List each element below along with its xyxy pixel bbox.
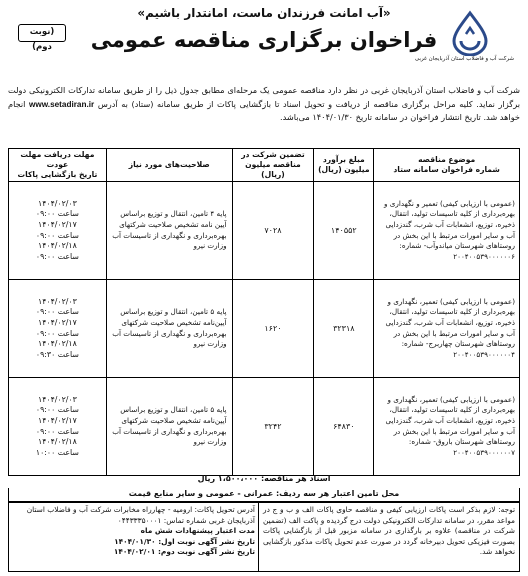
row-qualification: پایه ۵ تامین، انتقال و توزیع براساس آیین‌نامه تشخیص صلاحیت شرکتهای بهره‌برداری و نگهداری از تاسیسات آب وزارت نیرو [106, 280, 232, 378]
deadline-receive-time: ساعت ۰۹:۰۰ [35, 405, 79, 415]
funding-source: محل تامین اعتبار هر سه ردیف: عمرانی - عمومی و سایر منابع قیمت [8, 488, 520, 502]
col-header-subject: موضوع مناقصه شماره فراخوان سامانه ستاد [374, 149, 520, 182]
deadline-return-date: ۱۴۰۴/۰۲/۱۷ [38, 317, 77, 327]
deadline-receive-date: ۱۴۰۴/۰۲/۰۳ [38, 296, 77, 306]
deadline-return-time: ساعت ۰۹:۰۰ [35, 230, 79, 240]
row-guarantee: ۳۲۴۲ [232, 378, 314, 476]
row-deadlines [9, 280, 107, 378]
website-link[interactable]: www.setadiran.ir [29, 99, 95, 109]
page-title: فراخوان برگزاری مناقصه عمومی [90, 28, 438, 52]
deadline-return-time: ساعت ۰۹:۰۰ [35, 328, 79, 338]
deadline-return-date: ۱۴۰۴/۰۲/۱۷ [38, 219, 77, 229]
opening-date: ۱۴۰۴/۰۲/۱۸ [38, 339, 77, 349]
row-estimate: ۳۲۳۱۸ [314, 280, 374, 378]
opening-date: ۱۴۰۴/۰۲/۱۸ [38, 241, 77, 251]
table-row [9, 378, 520, 476]
document-fee: اسناد هر مناقصه: ۱،۵۰۰،۰۰۰ ریال [197, 474, 331, 483]
envelope-note: توجه: لازم بذکر است پاکات ارزیابی کیفی و مناقصه حاوی پاکات الف و ب و ج در مواعد مقرر، در سامانه تدارکات الکترونیکی دولت درج گردیده و پاکت الف (تضمین شرکت در مناقصه) علاوه بر بارگذاری در سامانه مزبور قبل از بازگشایی پاکات بصورت فیزیکی تحویل دبیرخانه گردد در صورت عدم تحویل پاکات مذکور بازگشایی نخواهد شد. [258, 503, 519, 571]
opening-time: ساعت ۰۹:۳۰ [35, 349, 79, 359]
logo-caption: شرکت آب و فاضلاب استان آذربایجان غربی [414, 56, 514, 62]
row-deadlines [9, 378, 107, 476]
row-subject: (عمومی با ارزیابی کیفی) تعمیر و نگهداری و بهره‌برداری از کلیه تاسیسات تولید، انتقال، ذخیره، توزیع، انشعابات آب شرب، گندزدایی آب و سایر امورات مرتبط با این بخش در روستاهای شهرستان میاندوآب- شماره: ۲۰۰۴۰۰۵۳۹۰۰۰۰۰۰۶ [374, 182, 520, 280]
opening-date: ۱۴۰۴/۰۲/۱۸ [38, 437, 77, 447]
table-header-row [9, 149, 520, 182]
opening-time: ساعت ۱۰:۰۰ [35, 447, 79, 457]
deadline-return-time: ساعت ۰۹:۰۰ [35, 426, 79, 436]
row-estimate: ۶۴۸۳۰ [314, 378, 374, 476]
row-qualification: پایه ۵ تامین، انتقال و توزیع براساس آیین‌نامه تشخیص صلاحیت شرکتهای بهره‌برداری و نگهداری از تاسیسات آب وزارت نیرو [106, 378, 232, 476]
intro-text-1: شرکت آب و فاضلاب استان آذربایجان غربی در نظر دارد مناقصه عمومی یک مرحله‌ای مطابق جدول ذیل را از طریق سامانه تدارکات الکترونیکی دولت برگزار نماید. کلیه مراحل برگزاری مناقصه از دریافت و تحویل اسناد تا بازگشایی پاکات از طریق سامانه (ستاد) به آدرس [8, 85, 520, 109]
footer-box [8, 502, 520, 572]
intro-paragraph [8, 84, 520, 125]
deadline-receive-date: ۱۴۰۴/۰۲/۰۳ [38, 198, 77, 208]
row-deadlines [9, 182, 107, 280]
deadline-receive-time: ساعت ۰۹:۰۰ [35, 209, 79, 219]
motto: «آب امانت فرزندان ماست، امانتدار باشیم» [137, 6, 391, 20]
col-header-guarantee: تضمین شرکت در مناقصه میلیون (ریال) [232, 149, 314, 182]
round-badge: (نوبت دوم) [18, 24, 66, 42]
proposal-validity: مدت اعتبار پیشنهادات شش ماه [140, 526, 255, 536]
deadline-return-date: ۱۴۰۴/۰۲/۱۷ [38, 415, 77, 425]
publish-date-second: تاریخ نشر آگهی نوبت دوم: ۱۴۰۴/۰۲/۰۱ [113, 547, 255, 557]
col-header-deadlines: مهلت دریافت مهلت عودت تاریخ بازگشایی پاکات [9, 149, 107, 182]
delivery-address: آدرس تحویل پاکات: ارومیه - چهارراه مخابرات شرکت آب و فاضلاب استان آذربایجان غربی شماره تماس: ۰۴۴۳۳۳۵۰۰۰۱ [26, 505, 255, 525]
row-subject: (عمومی با ارزیابی کیفی) تعمیر، نگهداری و بهره‌برداری از کلیه تاسیسات تولید، انتقال، ذخیره، توزیع، انشعابات آب شرب، گندزدایی آب و سایر امورات مرتبط با این بخش در روستاهای شهرستان چهاربرج- شماره: ۲۰۰۴۰۰۵۳۹۰۰۰۰۰۰۴ [374, 280, 520, 378]
row-guarantee: ۷۰۲۸ [232, 182, 314, 280]
col-header-estimate: مبلغ برآورد میلیون (ریال) [314, 149, 374, 182]
col-header-qualification: صلاحیت‌های مورد نیاز [106, 149, 232, 182]
delivery-info [9, 503, 259, 571]
tender-table [8, 148, 520, 476]
deadline-receive-time: ساعت ۰۹:۰۰ [35, 307, 79, 317]
row-guarantee: ۱۶۲۰ [232, 280, 314, 378]
intro-text-2: انجام خواهد شد. تاریخ انتشار فراخوان در سامانه تاریخ ۱۴۰۴/۰۱/۳۰ می‌باشد. [8, 98, 520, 123]
opening-time: ساعت ۰۹:۰۰ [35, 251, 79, 261]
table-row [9, 280, 520, 378]
row-qualification: پایه ۴ تامین، انتقال و توزیع براساس آیین نامه تشخیص صلاحیت شرکتهای بهره‌برداری و نگهداری از تاسیسات آب وزارت نیرو [106, 182, 232, 280]
row-subject: (عمومی با ارزیابی کیفی) تعمیر، نگهداری و بهره‌برداری از کلیه تاسیسات تولید، انتقال، ذخیره، توزیع، انشعابات آب شرب، گندزدایی آب و سایر امورات مرتبط با این بخش در روستاهای شهرستان باروق- شماره: ۲۰۰۴۰۰۵۳۹۰۰۰۰۰۰۷ [374, 378, 520, 476]
publish-date-first: تاریخ نشر آگهی نوبت اول: ۱۴۰۴/۰۱/۳۰ [114, 536, 255, 546]
deadline-receive-date: ۱۴۰۴/۰۲/۰۳ [38, 394, 77, 404]
row-estimate: ۱۴۰۵۵۲ [314, 182, 374, 280]
table-row [9, 182, 520, 280]
